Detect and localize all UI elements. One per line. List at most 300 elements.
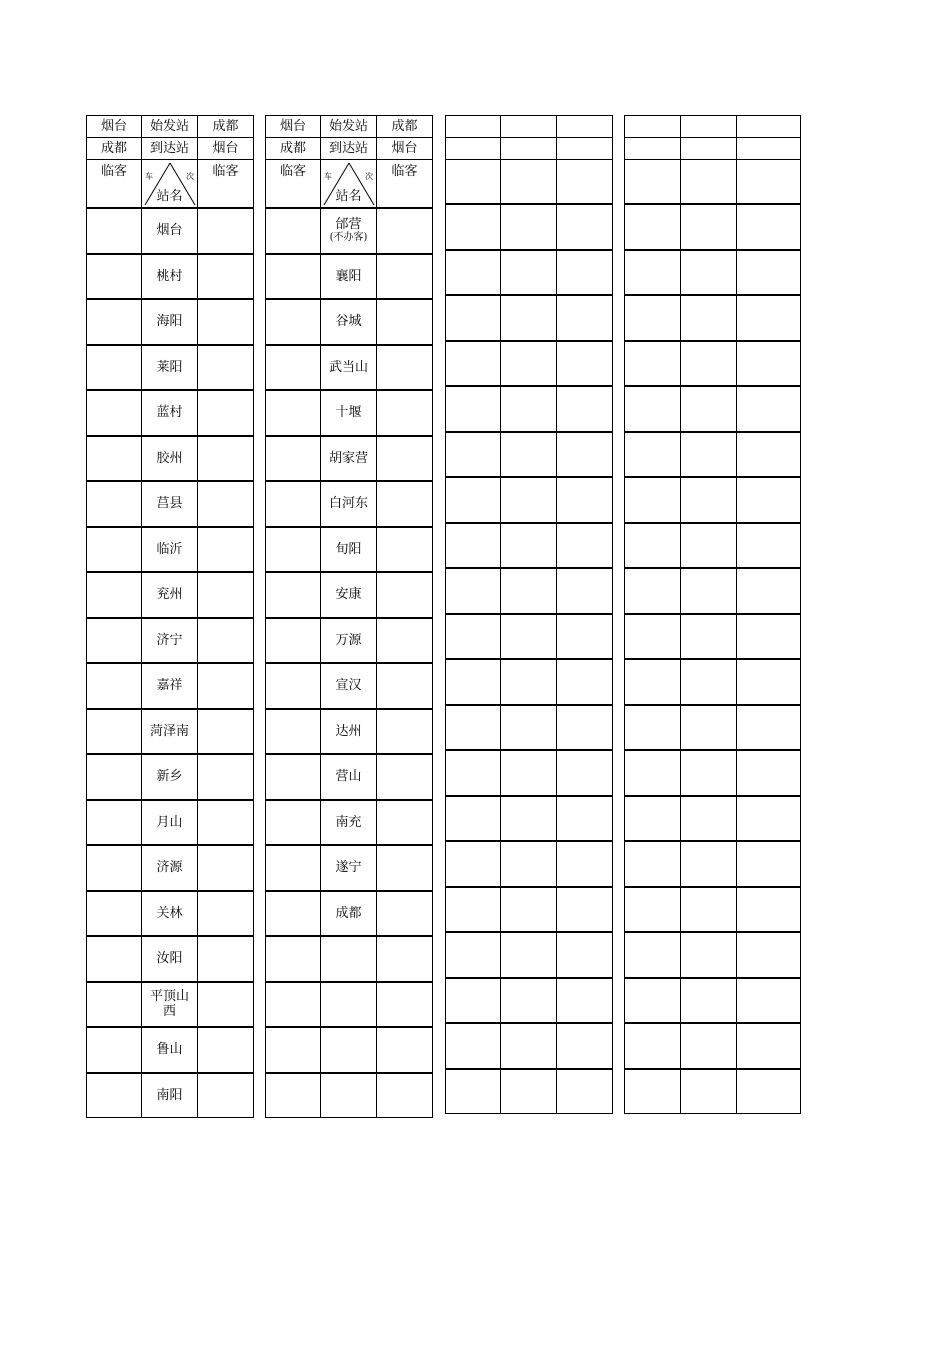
time-cell: [87, 936, 142, 982]
blank-cell: [737, 160, 801, 205]
blank-row: [446, 250, 613, 296]
station-name: 济宁: [156, 632, 183, 648]
blank-cell: [446, 750, 501, 796]
blank-cell: [446, 204, 501, 250]
time-cell: [198, 299, 254, 345]
blank-cell: [557, 386, 613, 432]
station-row: [87, 390, 254, 436]
train-type-cell: 临客: [87, 160, 142, 209]
diag-label-station: 站名: [156, 189, 183, 204]
blank-row: [625, 978, 801, 1024]
blank-cell: [737, 750, 801, 796]
blank-row: [625, 932, 801, 978]
station-name: 安康: [335, 587, 362, 603]
time-cell: [377, 572, 433, 618]
blank-cell: [446, 295, 501, 341]
blank-cell: [557, 477, 613, 523]
blank-cell: [737, 568, 801, 614]
station-row: [87, 436, 254, 482]
blank-cell: [501, 204, 557, 250]
blank-row: [625, 1023, 801, 1069]
station-name: 南阳: [156, 1087, 183, 1103]
station-row: [87, 936, 254, 982]
blank-cell: [681, 568, 737, 614]
blank-cell: [446, 386, 501, 432]
time-cell: [87, 891, 142, 937]
station-name-cell: [142, 527, 198, 573]
station-row: [266, 936, 433, 982]
station-name: 谷城: [335, 314, 362, 330]
blank-cell: [625, 614, 681, 660]
blank-row: [446, 796, 613, 842]
blank-cell: [681, 978, 737, 1024]
time-cell: [377, 527, 433, 573]
station-row: [87, 845, 254, 891]
header-row: [446, 116, 613, 138]
station-row: [87, 572, 254, 618]
blank-cell: [737, 477, 801, 523]
time-cell: [266, 1027, 321, 1073]
station-row: [87, 481, 254, 527]
station-row: [266, 436, 433, 482]
blank-cell: [625, 796, 681, 842]
station-name: 汝阳: [156, 951, 183, 967]
header-cell: 成都: [377, 116, 433, 138]
blank-cell: [557, 796, 613, 842]
blank-row: [625, 796, 801, 842]
blank-row: [446, 477, 613, 523]
blank-cell: [625, 705, 681, 751]
blank-cell: [446, 705, 501, 751]
blank-cell: [681, 705, 737, 751]
blank-cell: [446, 659, 501, 705]
blank-cell: [681, 1023, 737, 1069]
train-type-cell: 临客: [198, 160, 254, 209]
time-cell: [198, 891, 254, 937]
diag-label-number: 次: [365, 172, 373, 181]
station-name-cell: [321, 436, 377, 482]
time-cell: [266, 254, 321, 300]
blank-row: [446, 341, 613, 387]
blank-cell: [625, 568, 681, 614]
station-row: [87, 663, 254, 709]
time-cell: [266, 709, 321, 755]
blank-row: [446, 204, 613, 250]
station-name-cell: [142, 481, 198, 527]
timetable-4-blank: [624, 115, 801, 1114]
blank-cell: [557, 432, 613, 478]
diag-label-train: 车: [324, 172, 332, 181]
blank-cell: [446, 932, 501, 978]
diagonal-header-cell: [142, 160, 198, 209]
header-row: [446, 160, 613, 205]
station-row: [266, 208, 433, 254]
blank-cell: [446, 138, 501, 160]
blank-cell: [446, 614, 501, 660]
blank-cell: [625, 932, 681, 978]
station-row: [266, 1073, 433, 1118]
time-cell: [87, 663, 142, 709]
blank-cell: [737, 659, 801, 705]
time-cell: [87, 345, 142, 391]
station-name-cell: [142, 982, 198, 1028]
blank-cell: [681, 523, 737, 569]
blank-cell: [737, 432, 801, 478]
header-cell: 烟台: [377, 138, 433, 160]
blank-cell: [681, 160, 737, 205]
blank-cell: [501, 341, 557, 387]
blank-cell: [737, 887, 801, 933]
blank-cell: [737, 386, 801, 432]
blank-cell: [557, 659, 613, 705]
blank-cell: [446, 568, 501, 614]
station-name: 莱阳: [156, 359, 183, 375]
time-cell: [198, 572, 254, 618]
blank-cell: [446, 796, 501, 842]
station-name: 莒县: [156, 496, 183, 512]
station-name-cell: [321, 299, 377, 345]
station-name: 月山: [156, 814, 183, 830]
blank-cell: [737, 1069, 801, 1114]
time-cell: [87, 618, 142, 664]
blank-cell: [625, 295, 681, 341]
blank-cell: [501, 841, 557, 887]
time-cell: [377, 390, 433, 436]
blank-cell: [501, 796, 557, 842]
station-name: 营山: [335, 769, 362, 785]
station-name-cell: [142, 891, 198, 937]
station-name-cell: [142, 436, 198, 482]
station-name-cell: [142, 299, 198, 345]
blank-row: [446, 750, 613, 796]
blank-row: [625, 295, 801, 341]
blank-cell: [501, 1069, 557, 1114]
time-cell: [266, 345, 321, 391]
header-row-train-type: [266, 160, 433, 209]
blank-row: [446, 523, 613, 569]
header-row-origin: [87, 116, 254, 138]
blank-cell: [737, 341, 801, 387]
blank-cell: [501, 705, 557, 751]
station-name-cell: [321, 208, 377, 254]
station-name: 南充: [335, 814, 362, 830]
blank-cell: [681, 659, 737, 705]
time-cell: [198, 1073, 254, 1118]
time-cell: [198, 208, 254, 254]
blank-cell: [557, 887, 613, 933]
blank-cell: [557, 138, 613, 160]
station-row: [87, 1027, 254, 1073]
station-name-cell: [321, 254, 377, 300]
time-cell: [198, 845, 254, 891]
station-name-cell: [321, 618, 377, 664]
station-name: 兖州: [156, 587, 183, 603]
station-name: 十堰: [335, 405, 362, 421]
blank-row: [625, 887, 801, 933]
time-cell: [377, 345, 433, 391]
station-name: 嘉祥: [156, 678, 183, 694]
blank-cell: [501, 659, 557, 705]
time-cell: [198, 254, 254, 300]
time-cell: [266, 1073, 321, 1118]
station-name-cell: [321, 527, 377, 573]
blank-cell: [501, 887, 557, 933]
train-type-cell: 临客: [266, 160, 321, 209]
blank-row: [446, 432, 613, 478]
time-cell: [266, 891, 321, 937]
blank-cell: [737, 295, 801, 341]
station-row: [266, 709, 433, 755]
blank-cell: [625, 659, 681, 705]
time-cell: [377, 936, 433, 982]
station-name: 海阳: [156, 314, 183, 330]
blank-cell: [557, 295, 613, 341]
time-cell: [377, 754, 433, 800]
blank-cell: [681, 477, 737, 523]
time-cell: [377, 299, 433, 345]
blank-row: [446, 705, 613, 751]
header-cell: 成都: [266, 138, 321, 160]
station-name-cell: [142, 936, 198, 982]
blank-cell: [625, 978, 681, 1024]
time-cell: [198, 618, 254, 664]
time-cell: [377, 208, 433, 254]
blank-cell: [681, 841, 737, 887]
header-row: [625, 138, 801, 160]
station-name-cell: [142, 390, 198, 436]
station-name-line: 西: [162, 1004, 176, 1020]
blank-row: [625, 841, 801, 887]
time-cell: [87, 709, 142, 755]
blank-cell: [737, 250, 801, 296]
station-row: [266, 345, 433, 391]
station-name-cell: [321, 982, 377, 1028]
blank-cell: [557, 523, 613, 569]
blank-cell: [446, 1069, 501, 1114]
blank-row: [446, 614, 613, 660]
station-name-cell: [142, 800, 198, 846]
blank-cell: [557, 116, 613, 138]
station-name-cell: [142, 754, 198, 800]
time-cell: [266, 800, 321, 846]
station-row: [266, 299, 433, 345]
blank-cell: [681, 341, 737, 387]
blank-cell: [681, 204, 737, 250]
station-row: [266, 663, 433, 709]
station-row: [266, 754, 433, 800]
time-cell: [266, 208, 321, 254]
station-row: [87, 709, 254, 755]
station-row: [266, 618, 433, 664]
station-name-cell: [142, 663, 198, 709]
time-cell: [377, 982, 433, 1028]
blank-cell: [737, 614, 801, 660]
station-row: [266, 527, 433, 573]
time-cell: [266, 663, 321, 709]
station-name-cell: [142, 1027, 198, 1073]
station-name: 鲁山: [156, 1042, 183, 1058]
blank-cell: [501, 138, 557, 160]
blank-row: [625, 250, 801, 296]
blank-cell: [625, 1069, 681, 1114]
blank-row: [446, 659, 613, 705]
diag-label-number: 次: [186, 172, 194, 181]
time-cell: [377, 800, 433, 846]
time-cell: [266, 754, 321, 800]
station-name: 邰营: [335, 217, 362, 233]
station-name: 关林: [156, 905, 183, 921]
blank-cell: [625, 750, 681, 796]
time-cell: [198, 936, 254, 982]
station-name: 达州: [335, 723, 362, 739]
blank-cell: [557, 614, 613, 660]
time-cell: [266, 481, 321, 527]
time-cell: [266, 845, 321, 891]
blank-row: [625, 386, 801, 432]
blank-cell: [446, 341, 501, 387]
blank-cell: [737, 116, 801, 138]
station-name: 桃村: [156, 268, 183, 284]
blank-cell: [557, 705, 613, 751]
blank-cell: [625, 1023, 681, 1069]
station-row: [87, 618, 254, 664]
station-name-cell: [142, 254, 198, 300]
station-name-cell: [142, 845, 198, 891]
blank-cell: [737, 523, 801, 569]
blank-cell: [557, 1069, 613, 1114]
blank-row: [446, 568, 613, 614]
time-cell: [266, 527, 321, 573]
station-row: [87, 345, 254, 391]
time-cell: [377, 254, 433, 300]
blank-cell: [557, 568, 613, 614]
header-cell: 始发站: [321, 116, 377, 138]
time-cell: [377, 1073, 433, 1118]
blank-cell: [625, 204, 681, 250]
station-row: [87, 754, 254, 800]
blank-cell: [625, 341, 681, 387]
time-cell: [87, 299, 142, 345]
blank-cell: [681, 386, 737, 432]
blank-row: [625, 523, 801, 569]
header-row: [625, 116, 801, 138]
blank-row: [625, 432, 801, 478]
blank-cell: [625, 477, 681, 523]
station-row: [87, 299, 254, 345]
station-name-cell: [321, 800, 377, 846]
blank-row: [446, 1069, 613, 1114]
blank-cell: [737, 1023, 801, 1069]
station-name: 白河东: [328, 496, 368, 512]
time-cell: [377, 481, 433, 527]
time-cell: [198, 390, 254, 436]
station-row: [87, 1073, 254, 1118]
station-name: 旬阳: [335, 541, 362, 557]
time-cell: [266, 572, 321, 618]
station-name-cell: [321, 663, 377, 709]
time-cell: [87, 845, 142, 891]
header-cell: 烟台: [198, 138, 254, 160]
blank-cell: [501, 614, 557, 660]
train-type-cell: 临客: [377, 160, 433, 209]
blank-cell: [625, 160, 681, 205]
time-cell: [377, 709, 433, 755]
blank-cell: [501, 978, 557, 1024]
blank-cell: [737, 705, 801, 751]
blank-cell: [625, 432, 681, 478]
blank-cell: [681, 432, 737, 478]
station-row: [266, 891, 433, 937]
blank-row: [625, 614, 801, 660]
blank-cell: [501, 568, 557, 614]
time-cell: [377, 436, 433, 482]
time-cell: [266, 982, 321, 1028]
blank-cell: [501, 932, 557, 978]
blank-cell: [446, 432, 501, 478]
blank-row: [625, 568, 801, 614]
header-row: [625, 160, 801, 205]
time-cell: [87, 436, 142, 482]
blank-cell: [681, 295, 737, 341]
blank-cell: [681, 138, 737, 160]
station-name-cell: [321, 1027, 377, 1073]
time-cell: [87, 1073, 142, 1118]
station-name: 襄阳: [335, 268, 362, 284]
blank-row: [625, 477, 801, 523]
station-row: [266, 254, 433, 300]
blank-cell: [446, 1023, 501, 1069]
station-name: 遂宁: [335, 860, 362, 876]
blank-row: [446, 386, 613, 432]
station-row: [87, 982, 254, 1028]
time-cell: [266, 936, 321, 982]
header-row-origin: [266, 116, 433, 138]
blank-cell: [625, 250, 681, 296]
time-cell: [87, 754, 142, 800]
diag-label-station: 站名: [335, 189, 362, 204]
station-name: 临沂: [156, 541, 183, 557]
station-name-cell: [142, 618, 198, 664]
blank-cell: [625, 386, 681, 432]
time-cell: [87, 1027, 142, 1073]
blank-row: [625, 1069, 801, 1114]
station-name: 新乡: [156, 769, 183, 785]
header-row-destination: [87, 138, 254, 160]
time-cell: [198, 709, 254, 755]
station-name-cell: [142, 1073, 198, 1118]
header-cell: 成都: [87, 138, 142, 160]
blank-cell: [625, 887, 681, 933]
station-name: 烟台: [156, 223, 183, 239]
station-name: 济源: [156, 860, 183, 876]
header-cell: 到达站: [142, 138, 198, 160]
blank-cell: [737, 138, 801, 160]
station-row: [266, 572, 433, 618]
blank-row: [446, 978, 613, 1024]
station-row: [266, 481, 433, 527]
time-cell: [87, 982, 142, 1028]
station-name-cell: [321, 345, 377, 391]
blank-cell: [446, 116, 501, 138]
blank-cell: [501, 295, 557, 341]
blank-cell: [446, 477, 501, 523]
blank-cell: [501, 477, 557, 523]
time-cell: [87, 572, 142, 618]
blank-cell: [501, 750, 557, 796]
blank-row: [625, 204, 801, 250]
blank-cell: [625, 116, 681, 138]
diag-label-train: 车: [145, 172, 153, 181]
